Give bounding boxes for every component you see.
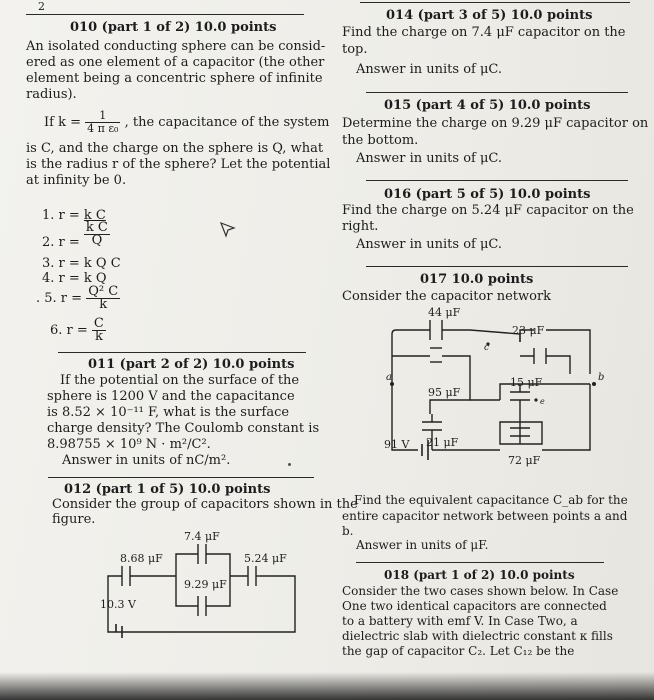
q018-line-2: One two identical capacitors are connected	[342, 599, 607, 613]
q011-answer: Answer in units of nC/m².	[62, 453, 231, 468]
cap-23-label: 23 μF	[512, 324, 545, 337]
q011-line-2: sphere is 1200 V and the capacitance	[47, 389, 295, 404]
q017-line-1: Consider the capacitor network	[342, 289, 552, 304]
q010-line-4: radius).	[26, 87, 77, 102]
q011-line-4: charge density? The Coulomb constant is	[47, 421, 320, 436]
choice-6-fraction	[92, 318, 106, 343]
node-e-label: e	[540, 397, 545, 406]
k-prefix: If k =	[44, 115, 81, 130]
cap-21-label: 21 μF	[426, 436, 459, 449]
q016-line-2: right.	[342, 219, 379, 234]
node-b-label: b	[598, 372, 605, 383]
q010-line-1: An isolated conducting sphere can be consid-	[26, 39, 326, 54]
choice-4[interactable]: 4. r = k Q	[42, 271, 107, 286]
q018-line-3: to a battery with emf V. In Case Two, a	[342, 614, 578, 628]
q010-line-2: ered as one element of a capacitor (the other	[26, 55, 325, 70]
q011-header: 011 (part 2 of 2) 10.0 points	[88, 357, 295, 372]
q017-header: 017 10.0 points	[420, 272, 534, 287]
q012-battery-label: 10.3 V	[100, 598, 136, 611]
q010-k-definition	[44, 110, 329, 135]
q010-line-3: element being a concentric sphere of infinite	[26, 71, 323, 86]
choice-5-fraction	[86, 286, 120, 311]
choice-3[interactable]: 3. r = k Q C	[42, 256, 121, 271]
speck-mark	[288, 463, 291, 466]
cap-95-label: 95 μF	[428, 386, 461, 399]
choice-5[interactable]	[36, 286, 120, 311]
choice-2-den: Q	[91, 233, 103, 248]
choice-6-num: C	[93, 316, 104, 331]
choice-2-label: 2. r =	[42, 235, 80, 250]
q016-header: 016 (part 5 of 5) 10.0 points	[384, 187, 591, 202]
q010-line-6: is the radius r of the sphere? Let the potential	[26, 157, 331, 172]
q018-line-5: the gap of capacitor C₂. Let C₁₂ be the	[342, 644, 575, 658]
choice-1-label: 1. r =	[42, 208, 80, 223]
q011-line-3: is 8.52 × 10⁻¹¹ F, what is the surface	[47, 405, 290, 420]
top-rule-left	[26, 14, 304, 15]
q012-line-1: Consider the group of capacitors shown in the	[52, 497, 358, 512]
q018-line-1: Consider the two cases shown below. In Case	[342, 584, 619, 598]
top-rule-right	[360, 2, 630, 3]
q016-line-1: Find the charge on 5.24 μF capacitor on the	[342, 203, 634, 218]
q015-line-2: the bottom.	[342, 133, 419, 148]
k-numerator: 1	[85, 110, 120, 123]
q014-line-2: top.	[342, 42, 368, 57]
q017-after-line-2: entire capacitor network between points a and	[342, 509, 628, 523]
q010-line-5: is C, and the charge on the sphere is Q, what	[26, 141, 324, 156]
rule-after-q011	[48, 477, 314, 478]
q017-capacitor-network	[370, 304, 632, 476]
q012-circuit-diagram	[80, 528, 320, 648]
q016-answer: Answer in units of μC.	[356, 237, 503, 252]
photo-shadow	[0, 672, 654, 700]
choice-6-label: 6. r =	[50, 323, 88, 338]
node-c-label: c	[484, 343, 490, 353]
choice-5-num: Q² C	[88, 284, 119, 299]
q017-after-line-1: Find the equivalent capacitance C_ab for the	[354, 493, 628, 507]
q017-answer: Answer in units of μF.	[356, 538, 489, 552]
rule-after-q015	[366, 180, 628, 181]
q012-cap-9-29-label: 9.29 μF	[184, 578, 227, 591]
choice-5-den: k	[99, 297, 108, 312]
q010-line-7: at infinity be 0.	[26, 173, 127, 188]
cap-15-label: 15 μF	[510, 376, 543, 389]
k-suffix: , the capacitance of the system	[124, 115, 330, 130]
choice-2-num: k C	[85, 220, 108, 235]
q012-cap-8-68-label: 8.68 μF	[120, 552, 163, 565]
choice-5-label: 5. r =	[44, 291, 83, 306]
q010-header: 010 (part 1 of 2) 10.0 points	[70, 20, 277, 35]
choice-2[interactable]	[42, 220, 110, 250]
choice-1-value: k C	[83, 208, 106, 223]
cap-44-label: 44 μF	[428, 306, 461, 319]
rule-after-q016	[366, 266, 628, 267]
choice-6[interactable]	[50, 318, 106, 343]
q018-line-4: dielectric slab with dielectric constant κ fills	[342, 629, 613, 643]
q014-answer: Answer in units of μC.	[356, 62, 503, 77]
k-denominator: 4 π ε₀	[87, 122, 119, 135]
choice-5-bullet: .	[36, 291, 45, 306]
choice-2-fraction	[84, 222, 110, 247]
k-fraction	[85, 110, 120, 135]
q018-header: 018 (part 1 of 2) 10.0 points	[384, 568, 575, 582]
q017-after-line-3: b.	[342, 524, 354, 538]
rule-after-q017	[356, 562, 604, 563]
mouse-cursor-icon	[220, 222, 236, 238]
cap-72-label: 72 μF	[508, 454, 541, 467]
voltage-label: 91 V	[384, 438, 410, 451]
node-a-label: a	[386, 372, 392, 383]
page-number: 2	[38, 0, 45, 13]
choice-6-den: k	[94, 329, 103, 344]
rule-after-q014	[366, 92, 628, 93]
q012-cap-7-4-label: 7.4 μF	[184, 530, 220, 543]
q014-line-1: Find the charge on 7.4 μF capacitor on the	[342, 25, 626, 40]
q012-header: 012 (part 1 of 5) 10.0 points	[64, 482, 271, 497]
q015-header: 015 (part 4 of 5) 10.0 points	[384, 98, 591, 113]
q012-line-2: figure.	[52, 512, 96, 527]
rule-after-q010	[58, 352, 306, 353]
q012-cap-5-24-label: 5.24 μF	[244, 552, 287, 565]
q011-line-1: If the potential on the surface of the	[60, 373, 300, 388]
q011-line-5: 8.98755 × 10⁹ N · m²/C².	[47, 437, 211, 452]
q015-answer: Answer in units of μC.	[356, 151, 503, 166]
q015-line-1: Determine the charge on 9.29 μF capacitor on	[342, 116, 649, 131]
q014-header: 014 (part 3 of 5) 10.0 points	[386, 8, 593, 23]
